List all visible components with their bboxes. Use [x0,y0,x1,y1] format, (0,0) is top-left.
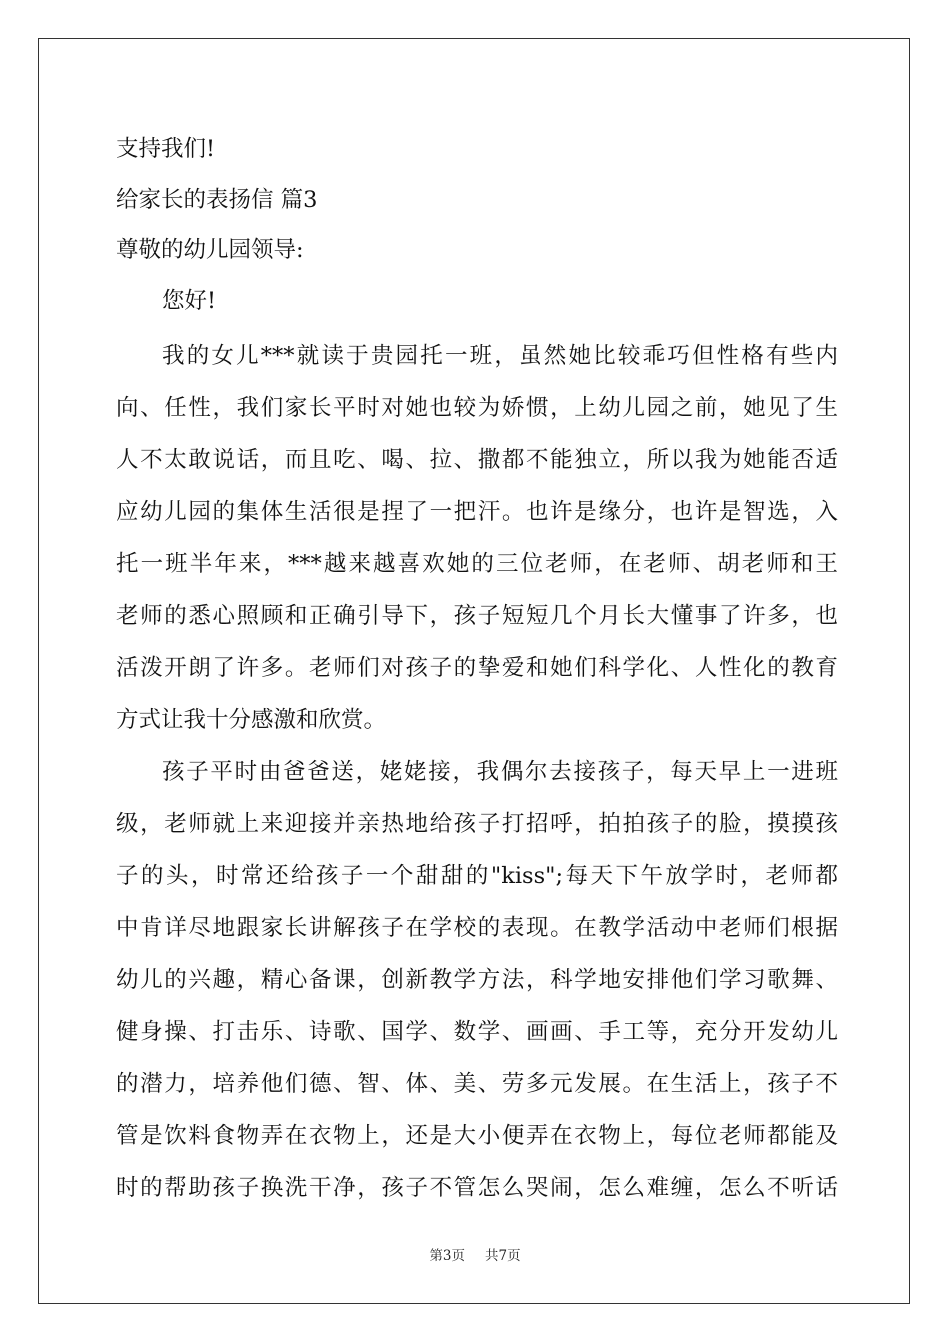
document-body [116,128,838,1214]
paragraph-line: 健身操、打击乐、诗歌、国学、数学、画画、手工等，充分开发幼儿 [116,1019,838,1045]
paragraph-line: 的潜力，培养他们德、智、体、美、劳多元发展。在生活上，孩子不 [116,1071,838,1097]
paragraph-line: 方式让我十分感激和欣赏。 [116,707,387,733]
paragraph-line: 应幼儿园的集体生活很是捏了一把汗。也许是缘分，也许是智选，入 [116,499,838,525]
greeting: 您好! [162,287,217,314]
paragraph-line: 我的女儿***就读于贵园托一班，虽然她比较乖巧但性格有些内 [162,343,838,369]
paragraph-line: 中肯详尽地跟家长讲解孩子在学校的表现。在教学活动中老师们根据 [116,915,838,941]
page-total: 共7页 [485,1248,521,1264]
paragraph-line: 子的头，时常还给孩子一个甜甜的"kiss";每天下午放学时，老师都 [116,863,838,889]
letter-title: 给家长的表扬信 篇3 [116,186,318,213]
page-number: 第3页 [429,1248,465,1264]
paragraph-line: 托一班半年来，***越来越喜欢她的三位老师，在老师、胡老师和王 [116,551,838,577]
paragraph-2 [116,746,838,1214]
page-footer [0,1244,950,1264]
paragraph-line: 管是饮料食物弄在衣物上，还是大小便弄在衣物上，每位老师都能及 [116,1123,838,1149]
paragraph-line: 孩子平时由爸爸送，姥姥接，我偶尔去接孩子，每天早上一进班 [162,759,838,785]
paragraph-line: 活泼开朗了许多。老师们对孩子的挚爱和她们科学化、人性化的教育 [116,655,838,681]
paragraph-1 [116,330,838,746]
paragraph-line: 人不太敢说话，而且吃、喝、拉、撒都不能独立，所以我为她能否适 [116,447,838,473]
paragraph-line: 幼儿的兴趣，精心备课，创新教学方法，科学地安排他们学习歌舞、 [116,967,838,993]
paragraph-line: 级，老师就上来迎接并亲热地给孩子打招呼，拍拍孩子的脸，摸摸孩 [116,811,838,837]
salutation: 尊敬的幼儿园领导: [116,237,304,263]
paragraph-line: 向、任性，我们家长平时对她也较为娇惯，上幼儿园之前，她见了生 [116,395,838,421]
closing-line: 支持我们! [116,136,216,162]
paragraph-line: 时的帮助孩子换洗干净，孩子不管怎么哭闹，怎么难缠，怎么不听话 [116,1175,838,1201]
paragraph-line: 老师的悉心照顾和正确引导下，孩子短短几个月长大懂事了许多，也 [116,603,838,629]
